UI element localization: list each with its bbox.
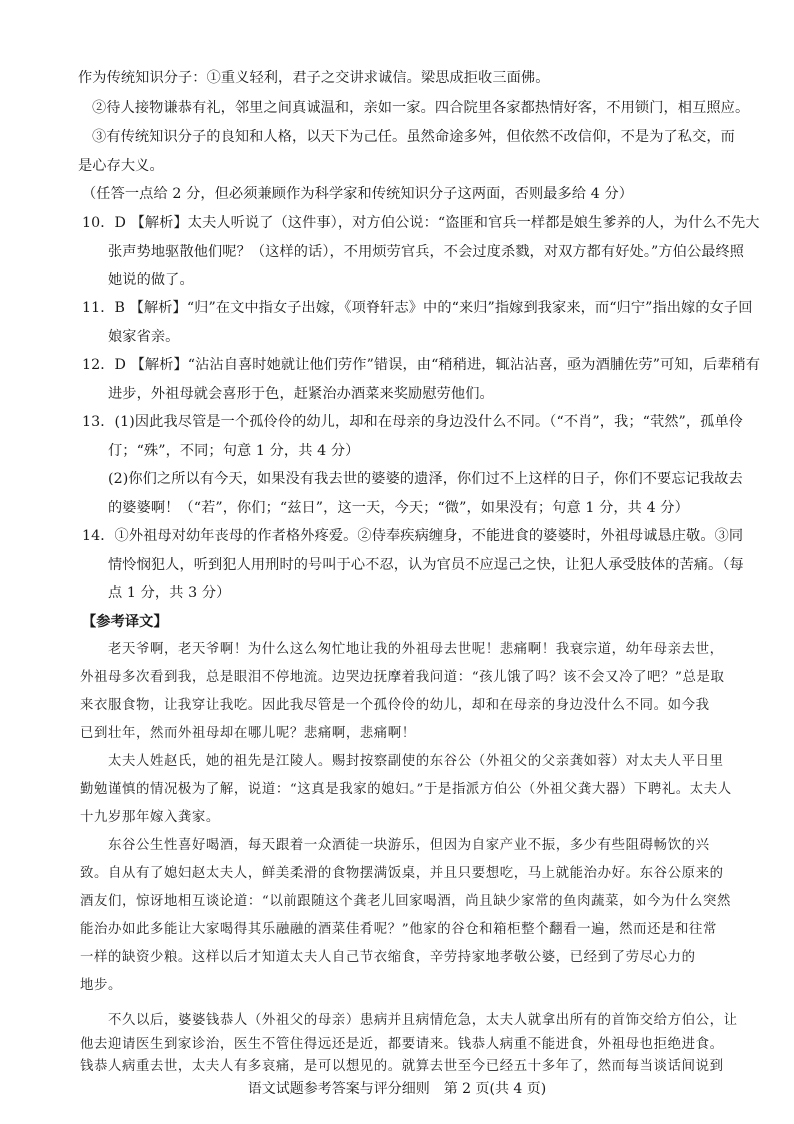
translation-line-11: 能治办如此多能让大家喝得其乐融融的酒菜佳肴呢？”他家的谷仓和箱柜整个翻看一遍，然而还是和往常 bbox=[80, 922, 718, 937]
translation-heading: 【参考译文】 bbox=[82, 614, 168, 630]
translation-line-1: 老天爷啊，老天爷啊！为什么这么匆忙地让我的外祖母去世呢！悲痛啊！我衰宗道，幼年母亲去世， bbox=[108, 642, 724, 657]
answer-10-line-2: 张声势地驱散他们呢？（这样的话），不用烦劳官兵，不会过度杀戮，对双方都有好处。”方伯公最终照 bbox=[108, 244, 745, 260]
translation-line-4: 已到壮年，然而外祖母却在哪儿呢？悲痛啊，悲痛啊！ bbox=[80, 726, 416, 741]
translation-line-7: 十九岁那年嫁入龚家。 bbox=[80, 810, 220, 825]
answer-10-line-1: 10．D 【解析】太夫人听说了（这件事），对方伯公说：“盗匪和官兵一样都是娘生爹养的人，为什么不先大 bbox=[82, 215, 760, 231]
text-line-2: ②待人接物谦恭有礼，邻里之间真诚温和，亲如一家。四合院里各家都热情好客，不用锁门，相互照应。 bbox=[92, 100, 750, 116]
answer-11-line-2: 娘家省亲。 bbox=[108, 329, 180, 345]
translation-line-9: 致。自从有了媳妇赵太夫人，鲜美柔滑的食物摆满饭桌，并且只要想吃，马上就能治办好。东谷公原来的 bbox=[80, 866, 724, 881]
answer-13-line-2: 仃；“殊”，不同；句意 1 分，共 4 分） bbox=[108, 443, 360, 459]
translation-line-16: 钱恭人病重去世，太夫人有多哀痛，是可以想见的。就算去世至今已经五十多年了，然而每当谈话间说到 bbox=[80, 1059, 724, 1074]
answer-11-line-1: 11．B 【解析】“归”在文中指女子出嫁，《项脊轩志》中的“来归”指嫁到我家来，而“归宁”指出嫁的女子回 bbox=[82, 300, 753, 316]
text-line-4: 是心存大义。 bbox=[78, 158, 164, 174]
translation-line-10: 酒友们，惊讶地相互谈论道：“以前跟随这个龚老儿回家喝酒，尚且缺少家常的鱼肉蔬菜，如今为什么突然 bbox=[80, 894, 732, 909]
answer-14-line-2: 情怜悯犯人，听到犯人用刑时的号叫于心不忍，认为官员不应逞己之快，让犯人承受肢体的苦痛。（每 bbox=[108, 557, 744, 573]
translation-line-12: 一样的缺资少粮。这样以后才知道太夫人自己节衣缩食，辛劳持家地孝敬公婆，已经到了劳尽心力的 bbox=[80, 950, 696, 965]
answer-12-line-1: 12．D 【解析】“沾沾自喜时她就让他们劳作”错误，由“稍稍进，辄沾沾喜，亟为酒脯佐劳”可知，后辈稍有 bbox=[82, 357, 761, 373]
answer-14-line-1: 14．①外祖母对幼年丧母的作者格外疼爱。②侍奉疾病缠身，不能进食的婆婆时，外祖母诚恳庄敬。③同 bbox=[82, 528, 744, 544]
translation-line-13: 地步。 bbox=[80, 978, 122, 993]
answer-13-line-3: (2)你们之所以有今天，如果没有我去世的婆婆的遗泽，你们过不上这样的日子，你们不要忘记我故去 bbox=[108, 471, 743, 487]
translation-line-8: 东谷公生性喜好喝酒，每天跟着一众酒徒一块游乐，但因为自家产业不振，多少有些阻碍畅饮的兴 bbox=[108, 838, 710, 853]
text-line-3: ③有传统知识分子的良知和人格，以天下为己任。虽然命途多舛，但依然不改信仰，不是为了私交，而 bbox=[92, 129, 735, 145]
answer-13-line-1: 13．(1)因此我尽管是一个孤伶伶的幼儿，却和在母亲的身边没什么不同。（“不肖”，我；“茕然”，孤单伶 bbox=[82, 414, 744, 430]
answer-12-line-2: 进步，外祖母就会喜形于色，赶紧治办酒菜来奖励慰劳他们。 bbox=[108, 386, 494, 402]
translation-line-3: 来衣服食物，让我穿让我吃。因此我尽管是一个孤伶伶的幼儿，却和在母亲的身边没什么不同。如今我 bbox=[80, 698, 710, 713]
answer-13-line-4: 的婆婆啊！（“若”，你们；“兹日”，这一天，今天；“微”，如果没有；句意 1 分，共 4 分） bbox=[108, 500, 689, 516]
page-footer: 语文试题参考答案与评分细则 第 2 页(共 4 页) bbox=[247, 1081, 547, 1097]
text-line-1: 作为传统知识分子：①重义轻利，君子之交讲求诚信。梁思成拒收三面佛。 bbox=[78, 70, 550, 86]
answer-10-line-3: 她说的做了。 bbox=[108, 272, 194, 288]
translation-line-14: 不久以后，婆婆钱恭人（外祖父的母亲）患病并且病情危急，太夫人就拿出所有的首饰交给方伯公，让 bbox=[108, 1013, 738, 1028]
translation-line-2: 外祖母多次看到我，总是眼泪不停地流。边哭边抚摩着我问道：“孩儿饿了吗？该不会又冷了吧？”总是取 bbox=[80, 670, 725, 685]
translation-line-6: 勤勉谨慎的情况极为了解，说道：“这真是我家的媳妇。”于是指派方伯公（外祖父龚大器）下聘礼。太夫人 bbox=[80, 782, 732, 797]
answer-14-line-3: 点 1 分，共 3 分） bbox=[108, 585, 231, 601]
translation-line-5: 太夫人姓赵氏，她的祖先是江陵人。赐封按察副使的东谷公（外祖父的父亲龚如蓉）对太夫人平日里 bbox=[108, 754, 724, 769]
translation-line-15: 他去迎请医生到家诊治，医生不管住得远还是近，都要请来。钱恭人病重不能进食，外祖母也拒绝进食。 bbox=[80, 1037, 724, 1052]
scoring-note: （任答一点给 2 分，但必须兼顾作为科学家和传统知识分子这两面，否则最多给 4 分） bbox=[82, 186, 634, 202]
